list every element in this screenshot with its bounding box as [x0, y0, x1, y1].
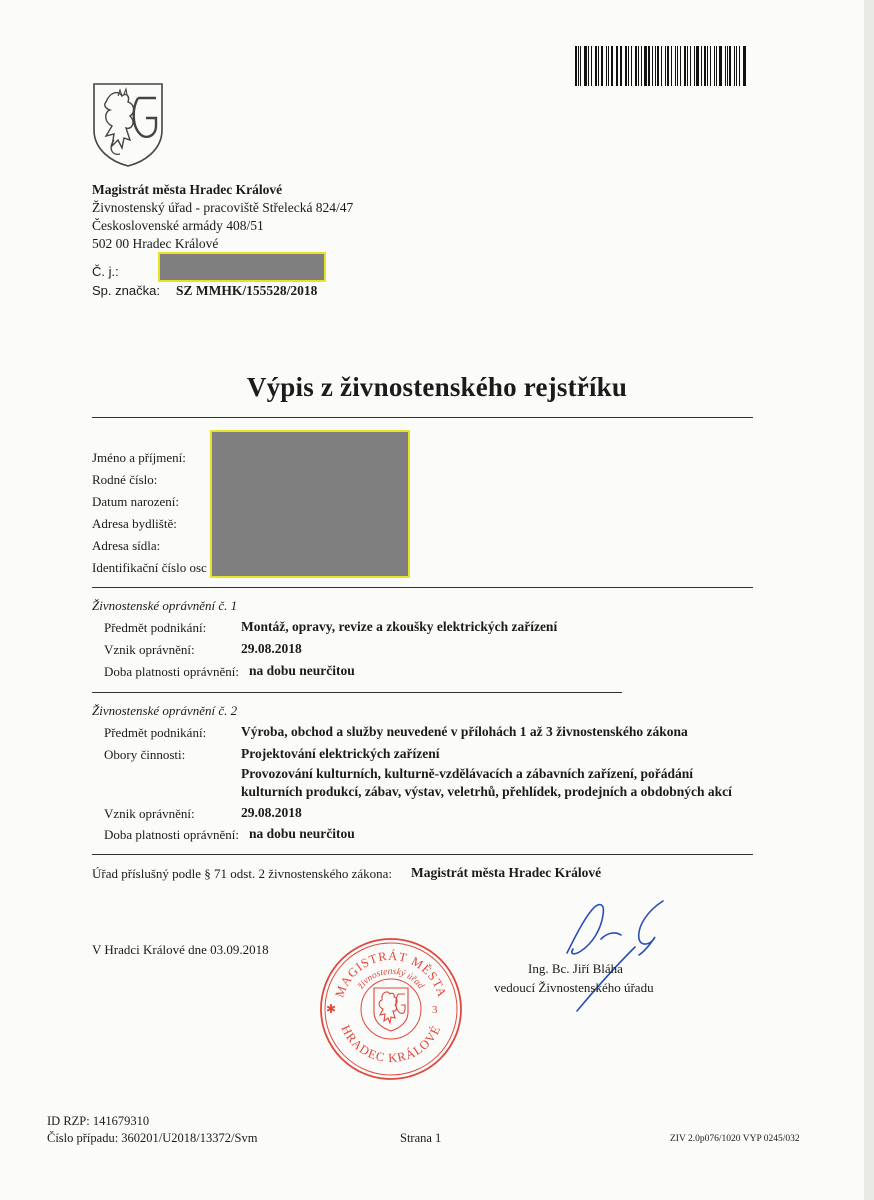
barcode-bar [739, 46, 741, 86]
stamp-star-icon: ✱ [326, 1002, 337, 1016]
barcode-bar [665, 46, 666, 86]
barcode-bar [680, 46, 681, 86]
redacted-personal-data [210, 430, 410, 578]
licence2-origin-label: Vznik oprávnění: [104, 806, 195, 821]
licence2-subject-value: Výroba, obchod a služby neuvedené v přílohách 1 až 3 živnostenského zákona [241, 724, 688, 739]
barcode-bar [625, 46, 628, 86]
signatory-name: Ing. Bc. Jiří Bláha [528, 961, 623, 976]
stamp-middle-text: živnostenský úřad [356, 966, 426, 992]
barcode-bar [727, 46, 728, 86]
spz-value: SZ MMHK/155528/2018 [176, 283, 318, 298]
barcode-bar [743, 46, 746, 86]
licence1-origin-label: Vznik oprávnění: [104, 642, 195, 657]
barcode-bar [701, 46, 702, 86]
spz-label: Sp. značka: [92, 283, 160, 298]
barcode-bar [694, 46, 695, 86]
barcode-icon [575, 46, 747, 86]
issuer-street: Československé armády 408/51 [92, 218, 264, 233]
barcode-bar [617, 46, 618, 86]
page-title: Výpis z živnostenského rejstříku [246, 372, 628, 402]
barcode-bar [584, 46, 587, 86]
licence2-field-1: Projektování elektrických zařízení [241, 746, 440, 761]
barcode-bar [598, 46, 599, 86]
barcode-bar [661, 46, 662, 86]
licence2-validity-value: na dobu neurčitou [249, 826, 355, 841]
barcode-bar [595, 46, 597, 86]
barcode-bar [628, 46, 629, 86]
redacted-cj [158, 252, 326, 282]
label-seat: Adresa sídla: [92, 538, 161, 553]
barcode-bar [725, 46, 726, 86]
cj-label: Č. j.: [92, 264, 119, 279]
barcode-bar [707, 46, 708, 86]
barcode-bar [704, 46, 706, 86]
footer-code: ZIV 2.0p076/1020 VYP 0245/032 [670, 1134, 800, 1144]
licence1-validity-value: na dobu neurčitou [249, 663, 355, 678]
barcode-bar [638, 46, 639, 86]
licence2-fields-label: Obory činnosti: [104, 747, 186, 762]
issuer-name: Magistrát města Hradec Králové [92, 182, 283, 197]
barcode-bar [667, 46, 670, 86]
barcode-bar [591, 46, 593, 86]
divider [92, 417, 753, 418]
official-stamp-icon [318, 936, 464, 1082]
barcode-bar [675, 46, 677, 86]
barcode-bar [729, 46, 731, 86]
barcode-bar [719, 46, 722, 86]
barcode-bar [588, 46, 589, 86]
licence2-subject-label: Předmět podnikání: [104, 725, 207, 740]
divider [92, 587, 753, 588]
stamp-top-text: MAGISTRÁT MĚSTA [332, 948, 450, 1000]
barcode-bar [716, 46, 717, 86]
label-birth-date: Datum narození: [92, 494, 179, 509]
barcode-bar [652, 46, 653, 86]
barcode-bar [631, 46, 632, 86]
barcode-bar [616, 46, 617, 86]
barcode-bar [677, 46, 678, 86]
barcode-bar [606, 46, 607, 86]
label-id-no: Identifikační číslo osc [92, 560, 207, 575]
barcode-bar [580, 46, 581, 86]
footer-id-rzp: ID RZP: 141679310 [47, 1114, 150, 1128]
label-name: Jméno a příjmení: [92, 450, 186, 465]
barcode-bar [734, 46, 735, 86]
barcode-bar [684, 46, 686, 86]
barcode-bar [578, 46, 579, 86]
barcode-bar [611, 46, 613, 86]
barcode-bar [690, 46, 691, 86]
licence1-validity-label: Doba platnosti oprávnění: [104, 664, 240, 679]
footer-case-no: Číslo případu: 360201/U2018/13372/Svm [47, 1131, 258, 1145]
barcode-bar [736, 46, 737, 86]
licence2-field-2: Provozování kulturních, kulturně-vzdělávacích a zábavních zařízení, pořádání [241, 766, 694, 781]
divider [92, 692, 622, 693]
issuer-city: 502 00 Hradec Králové [92, 236, 219, 251]
barcode-bar [608, 46, 609, 86]
barcode-bar [671, 46, 672, 86]
barcode-bar [601, 46, 604, 86]
barcode-bar [655, 46, 656, 86]
authority-label: Úřad příslušný podle § 71 odst. 2 živnostenského zákona: [92, 866, 393, 881]
licence1-heading: Živnostenské oprávnění č. 1 [92, 598, 238, 613]
barcode-bar [641, 46, 642, 86]
barcode-bar [620, 46, 622, 86]
licence1-subject-label: Předmět podnikání: [104, 620, 207, 635]
barcode-bar [648, 46, 650, 86]
licence1-subject-value: Montáž, opravy, revize a zkoušky elektrických zařízení [241, 619, 558, 634]
barcode-bar [657, 46, 659, 86]
licence2-origin-value: 29.08.2018 [241, 805, 302, 820]
licence2-heading: Živnostenské oprávnění č. 2 [92, 703, 238, 718]
barcode-bar [687, 46, 689, 86]
authority-value: Magistrát města Hradec Králové [411, 865, 602, 880]
label-address: Adresa bydliště: [92, 516, 177, 531]
place-date: V Hradci Králové dne 03.09.2018 [92, 942, 269, 957]
barcode-bar [696, 46, 699, 86]
licence2-field-3: kulturních produkcí, zábav, výstav, veletrhů, přehlídek, prodejních a obdobných akcí [241, 784, 732, 799]
stamp-bottom-text: HRADEC KRÁLOVÉ [338, 1022, 444, 1066]
stamp-number: 3 [432, 1004, 438, 1016]
footer-page: Strana 1 [400, 1131, 442, 1145]
barcode-bar [635, 46, 637, 86]
svg-text:HRADEC KRÁLOVÉ [338, 1023, 443, 1065]
licence2-validity-label: Doba platnosti oprávnění: [104, 827, 240, 842]
barcode-bar [644, 46, 647, 86]
barcode-bar [575, 46, 577, 86]
signatory-role: vedoucí Živnostenského úřadu [494, 980, 654, 995]
barcode-bar [710, 46, 711, 86]
label-birth-no: Rodné číslo: [92, 472, 158, 487]
stamp-lion-icon [374, 988, 408, 1031]
licence1-origin-value: 29.08.2018 [241, 641, 302, 656]
divider [92, 854, 753, 855]
coat-of-arms-icon [92, 82, 164, 168]
issuer-office: Živnostenský úřad - pracoviště Střelecká 824/47 [92, 200, 354, 215]
barcode-bar [714, 46, 716, 86]
